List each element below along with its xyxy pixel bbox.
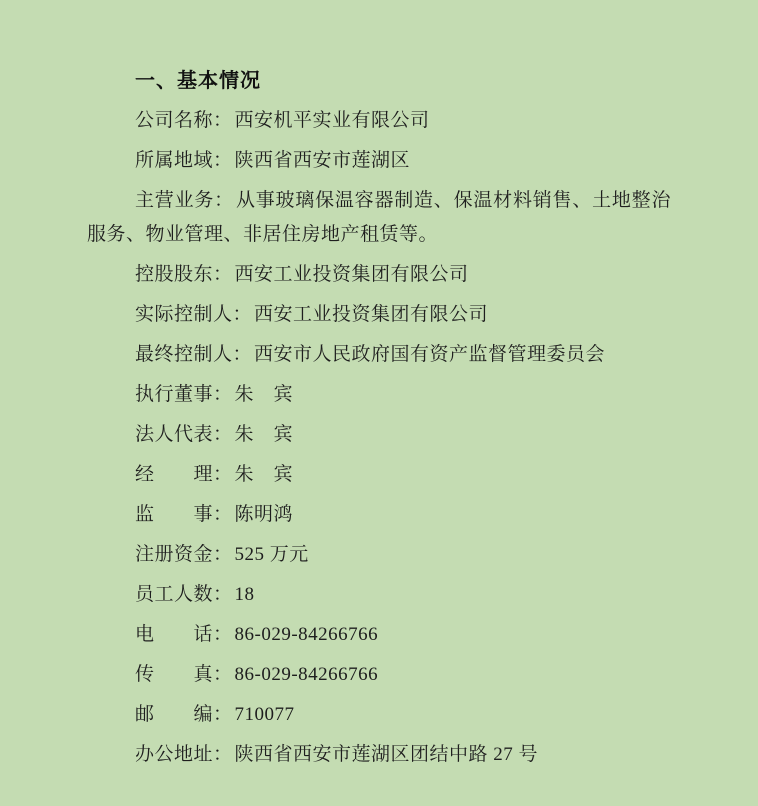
- field-label: 员工人数：: [135, 584, 233, 605]
- field-value: 86-029-84266766: [234, 624, 379, 645]
- field-label: 注册资金：: [135, 544, 233, 565]
- field-row-company-name: [87, 104, 671, 138]
- field-value: 陈明鸿: [234, 504, 294, 525]
- field-value: 陕西省西安市莲湖区: [234, 150, 411, 171]
- field-label: 传 真：: [135, 664, 233, 685]
- field-value: 86-029-84266766: [234, 664, 379, 685]
- field-value: 西安工业投资集团有限公司: [254, 304, 489, 325]
- field-row-supervisor: [87, 498, 671, 532]
- field-label: 法人代表：: [135, 424, 233, 445]
- field-value: 朱 宾: [234, 424, 294, 445]
- section-heading: 一、基本情况: [135, 70, 261, 92]
- field-label: 办公地址：: [135, 744, 233, 765]
- field-value: 从事玻璃保温容器制造、保温材料销售、土地整治服务、物业管理、非居住房地产租赁等。: [87, 190, 671, 245]
- field-label: 实际控制人：: [135, 304, 253, 325]
- field-row-ultimate-controller: [87, 338, 671, 372]
- field-row-actual-controller: [87, 298, 671, 332]
- field-label: 主营业务：: [135, 190, 234, 211]
- field-row-executive-director: [87, 378, 671, 412]
- field-label: 电 话：: [135, 624, 233, 645]
- field-label: 邮 编：: [135, 704, 233, 725]
- field-value: 陕西省西安市莲湖区团结中路 27 号: [234, 744, 539, 765]
- field-row-phone: [87, 618, 671, 652]
- field-value: 西安市人民政府国有资产监督管理委员会: [254, 344, 606, 365]
- field-row-region: [87, 144, 671, 178]
- field-value: 710077: [234, 704, 295, 725]
- field-label: 控股股东：: [135, 264, 233, 285]
- field-value: 西安工业投资集团有限公司: [234, 264, 469, 285]
- field-row-controlling-shareholder: [87, 258, 671, 292]
- field-value: 18: [234, 584, 255, 605]
- field-label: 所属地域：: [135, 150, 233, 171]
- field-label: 监 事：: [135, 504, 233, 525]
- field-row-manager: [87, 458, 671, 492]
- field-row-legal-representative: [87, 418, 671, 452]
- field-row-postal-code: [87, 698, 671, 732]
- field-label: 最终控制人：: [135, 344, 253, 365]
- field-label: 公司名称：: [135, 110, 233, 131]
- field-row-employee-count: [87, 578, 671, 612]
- field-row-main-business: [87, 184, 671, 252]
- field-label: 经 理：: [135, 464, 233, 485]
- field-row-office-address: [87, 738, 671, 772]
- field-row-registered-capital: [87, 538, 671, 572]
- field-value: 西安机平实业有限公司: [234, 110, 430, 131]
- field-value: 朱 宾: [234, 384, 294, 405]
- field-row-fax: [87, 658, 671, 692]
- field-value: 朱 宾: [234, 464, 294, 485]
- field-value: 525 万元: [234, 544, 309, 565]
- field-label: 执行董事：: [135, 384, 233, 405]
